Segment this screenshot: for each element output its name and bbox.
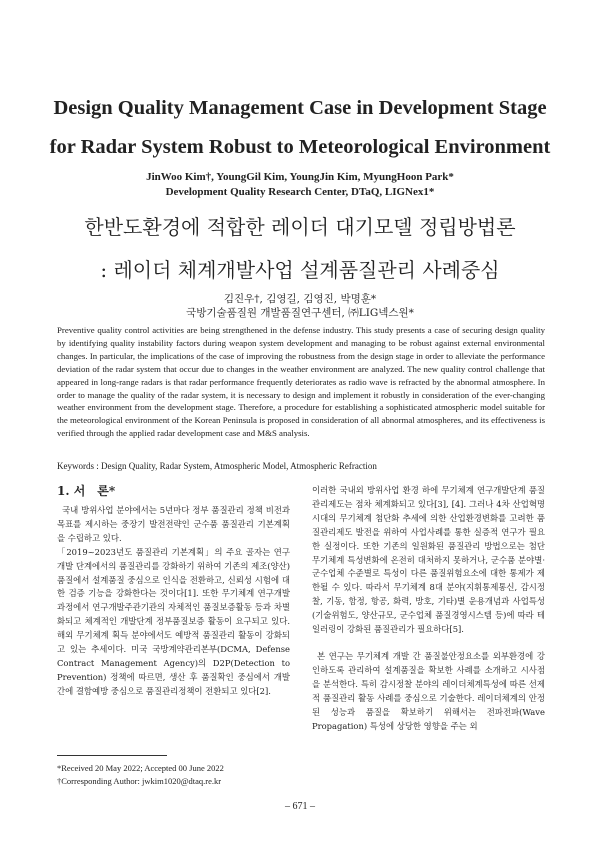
footnote-received: *Received 20 May 2022; Accepted 00 June 2022 — [57, 763, 224, 773]
right-paragraph-1: 이러한 국내외 방위사업 환경 하에 무기체계 연구개발단계 품질관리제도는 점차 체계화되고 있다[3], [4]. 그러나 4차 산업혁명 시대의 무기체계 첨단화 추세에 의한 산업환경변화를 고려한 품질관리제도 발전을 위하여 사업사례를 통한 실증적 연구가 필요한 실정이다. 또한 기존의 일원화된 품질관리 방법으로는 첨단 무기체계 특성변화에 온전히 대처하지 못하거나, 군수품 분야별·군수업체 수준별로 특성이 다른 품질위험요소에 대한 통제가 제한될 수 있다. 따라서 무기체계 8대 분야(지휘통제통신, 감시정찰, 기동, 함정, 항공, 화력, 방호, 기타)별 운용개념과 사업특성(기술위험도, 양산규모, 군수업체 품질경영시스템 등)에 따라 테일러링이 강화된 품질관리가 필요하다[5]. — [312, 485, 545, 635]
abstract: Preventive quality control activities are being strengthened in the defense industry. This study presents a case of securing design quality by identifying quality instability factors during weapon system development and managing to be robust against external environmental changes. In particular, the implications of the case of improving the robustness from the design stage in order to alleviate the performance deviation of the radar system that occur due to changes in the weather environment are analyzed. The new quality control challenge that appeared in long-range radars is that radar performance frequently deteriorates as radio wave is refracted by the abnormal atmosphere. In order to manage the quality of the radar system, it is necessary to design and implement it robustly in consideration of the ever-changing weather environment from the development stage. Therefore, a procedure for establishing a sophisticated atmospheric model suitable for the meteorological environment of the Korean Peninsula is proposed in consideration of all abnormal atmospheres, and its effectiveness is verified through the applied radar development case and M&S analysis. — [57, 325, 545, 439]
authors-en: JinWoo Kim†, YoungGil Kim, YoungJin Kim, MyungHoon Park* — [146, 171, 454, 183]
authors-ko: 김진우†, 김영길, 김영진, 박명훈* — [223, 293, 377, 305]
keywords: Keywords : Design Quality, Radar System, Atmospheric Model, Atmospheric Refraction — [57, 461, 377, 471]
footnote-rule — [57, 755, 167, 756]
affiliation-en: Development Quality Research Center, DTaQ, LIGNex1* — [165, 186, 435, 198]
title-en-line2: for Radar System Robust to Meteorological Environment — [49, 136, 551, 158]
right-paragraph-2: 본 연구는 무기체계 개발 간 품질불안정요소를 외부환경에 강인하도록 관리하여 설계품질을 확보한 사례를 소개하고 시사점을 분석한다. 특히 감시정찰 분야의 레이더체계특성에 따른 선제적 품질관리 활동 사례를 중심으로 기술한다. 레이더체계의 안정된 성능과 품질을 확보하기 위해서는 전파전파(Wave Propagation) 특성에 상당한 영향을 주는 외 — [312, 650, 545, 731]
left-column — [57, 504, 290, 699]
right-column — [312, 484, 545, 733]
footnote-corresponding: †Corresponding Author: jwkim1020@dtaq.re.kr — [57, 776, 222, 786]
left-paragraph-2: 「2019~2023년도 품질관리 기본계획」의 주요 골자는 연구개발 단계에서의 품질관리를 강화하기 위하여 기존의 제조(양산)품질에서 설계품질 중심으로 인식을 전환하고, 신뢰성 시험에 대한 검증 기능을 강화한다는 것이다[1]. 또한 무기체계 연구개발 과정에서 연구개발주관기관의 자체적인 품질보증활동 등과 차별화되고 체계적인 개발단계 정부품질보증 활동이 요구되고 있다. 해외 무기체계 획득 분야에서도 예방적 품질관리 활동이 강화되고 있는 추세이다. 미국 국방계약관리본부(DCMA, Defense Contract Management Agency)의 D2P(Detection to Prevention) 정책에 따르면, 생산 후 품질확인 중심에서 개발 간에 결함예방 중심으로 품질관리정책이 전환되고 있다[2]. — [57, 546, 290, 696]
left-paragraph-1: 국내 방위사업 분야에서는 5년마다 정부 품질관리 정책 비전과 목표를 제시하는 중장기 발전전략인 군수품 품질관리 기본계획을 수립하고 있다. — [57, 505, 290, 543]
title-ko-line2: : 레이더 체계개발사업 설계품질관리 사례중심 — [100, 258, 500, 282]
title-en-line1: Design Quality Management Case in Development Stage — [53, 97, 547, 119]
page-number: – 671 – — [285, 801, 315, 812]
affiliation-ko: 국방기술품질원 개발품질연구센터, ㈜LIG넥스원* — [186, 307, 414, 319]
section-heading: 1. 서 론* — [57, 484, 116, 498]
title-ko-line1: 한반도환경에 적합한 레이더 대기모델 정립방법론 — [84, 215, 516, 239]
